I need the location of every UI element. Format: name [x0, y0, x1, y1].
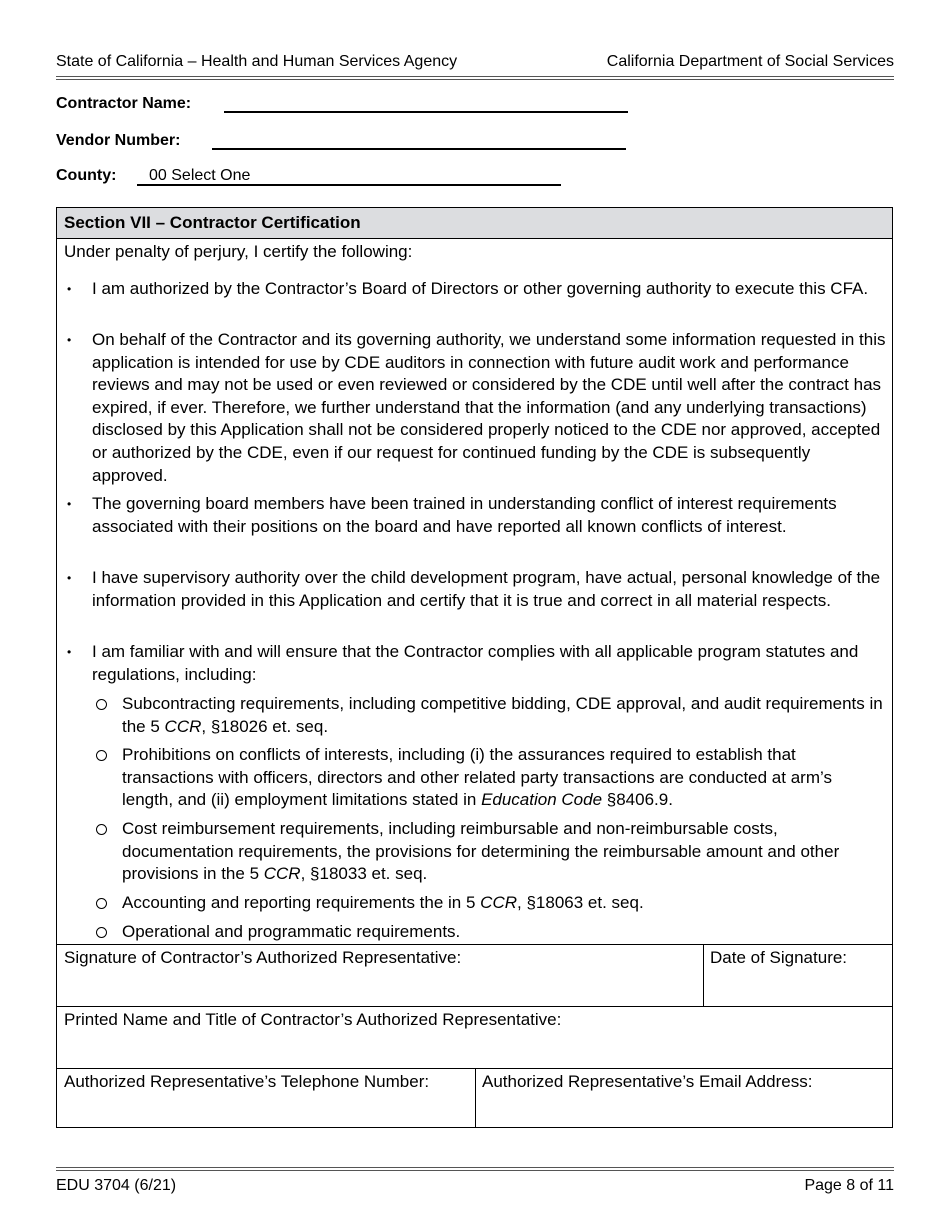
- county-line: [137, 184, 561, 186]
- vendor-number-line[interactable]: [212, 148, 626, 150]
- contractor-name-label: Contractor Name:: [56, 95, 192, 112]
- signature-label: Signature of Contractor’s Authorized Representative:: [64, 948, 462, 967]
- date-label: Date of Signature:: [710, 948, 848, 967]
- vendor-number-label: Vendor Number:: [56, 132, 181, 149]
- circle-bullet-icon: [96, 824, 107, 835]
- bullet-dot: •: [67, 497, 72, 511]
- section-intro: Under penalty of perjury, I certify the following:: [64, 242, 413, 261]
- printed-name-row: [57, 1006, 892, 1069]
- printed-name-label: Printed Name and Title of Contractor’s Authorized Representative:: [64, 1010, 562, 1029]
- date-of-signature-field[interactable]: [703, 945, 892, 1007]
- circle-bullet-icon: [96, 927, 107, 938]
- header-department: California Department of Social Services: [606, 53, 894, 70]
- page-header: [56, 52, 894, 72]
- telephone-label: Authorized Representative’s Telephone Number:: [64, 1072, 430, 1091]
- county-field[interactable]: [56, 166, 251, 186]
- sub-item: Subcontracting requirements, including competitive bidding, CDE approval, and audit requirements in the 5 CCR, §18026 et. seq.: [122, 693, 887, 738]
- bullet-item: • I am authorized by the Contractor’s Board of Directors or other governing authority to execute this CFA.: [67, 279, 869, 298]
- bullet-dot: •: [67, 571, 72, 585]
- sub-item: Accounting and reporting requirements the in 5 CCR, §18063 et. seq.: [122, 892, 887, 915]
- bullet-item: • I have supervisory authority over the child development program, have actual, personal knowledge of the information provided in this Application and certify that it is true and correct in all material respects.: [67, 568, 881, 610]
- county-select[interactable]: 00 Select One: [149, 167, 251, 184]
- circle-bullet-icon: [96, 699, 107, 710]
- form-number: EDU 3704 (6/21): [56, 1177, 177, 1194]
- county-label: County:: [56, 167, 117, 184]
- contractor-name-field[interactable]: [56, 94, 191, 114]
- circle-bullet-icon: [96, 898, 107, 909]
- signature-field[interactable]: [57, 945, 703, 1007]
- contact-row: [57, 1068, 892, 1128]
- printed-name-field[interactable]: [57, 1007, 892, 1069]
- bullet-dot: •: [67, 282, 72, 296]
- bullet-dot: •: [67, 645, 72, 659]
- bullet-dot: •: [67, 333, 72, 347]
- header-rule: [56, 76, 894, 80]
- email-field[interactable]: [475, 1069, 892, 1128]
- signature-row: [57, 944, 892, 1007]
- contractor-name-line[interactable]: [224, 111, 628, 113]
- page-footer: [56, 1176, 894, 1196]
- bullet-item: • I am familiar with and will ensure that the Contractor complies with all applicable program statutes and regulations, including:: [67, 642, 859, 684]
- bullet-item: • On behalf of the Contractor and its governing authority, we understand some information requested in this application is intended for use by CDE auditors in connection with future audit work and performance reviews and may not be used or even reviewed or considered by the CDE until well after the contract has expired, if ever. Therefore, we further understand that the information (and any underlying transactions) disclosed by this Application shall not be considered properly noticed to the CDE nor approved, accepted or authorized by the CDE, even if our request for continued funding by the CDE is subsequently approved.: [67, 330, 886, 485]
- footer-rule: [56, 1167, 894, 1171]
- certification-section: [56, 207, 893, 1128]
- page-number: Page 8 of 11: [804, 1177, 894, 1194]
- section-title: Section VII – Contractor Certification: [57, 208, 892, 239]
- vendor-number-field[interactable]: [56, 131, 180, 151]
- header-agency: State of California – Health and Human Services Agency: [56, 53, 458, 70]
- sub-item: Operational and programmatic requirements.: [122, 921, 887, 944]
- email-label: Authorized Representative’s Email Address:: [482, 1072, 813, 1091]
- telephone-field[interactable]: [57, 1069, 475, 1128]
- sub-item: Prohibitions on conflicts of interests, including (i) the assurances required to establish that transactions with officers, directors and other related party transactions are conducted at arm’s length, and (ii) employment limitations stated in Education Code §8406.9.: [122, 744, 887, 812]
- bullet-item: • The governing board members have been trained in understanding conflict of interest requirements associated with their positions on the board and have reported all known conflicts of interest.: [67, 494, 837, 536]
- sub-item: Cost reimbursement requirements, including reimbursable and non-reimbursable costs, documentation requirements, the provisions for determining the reimbursable amount and other provisions in the 5 CCR, §18033 et. seq.: [122, 818, 887, 886]
- circle-bullet-icon: [96, 750, 107, 761]
